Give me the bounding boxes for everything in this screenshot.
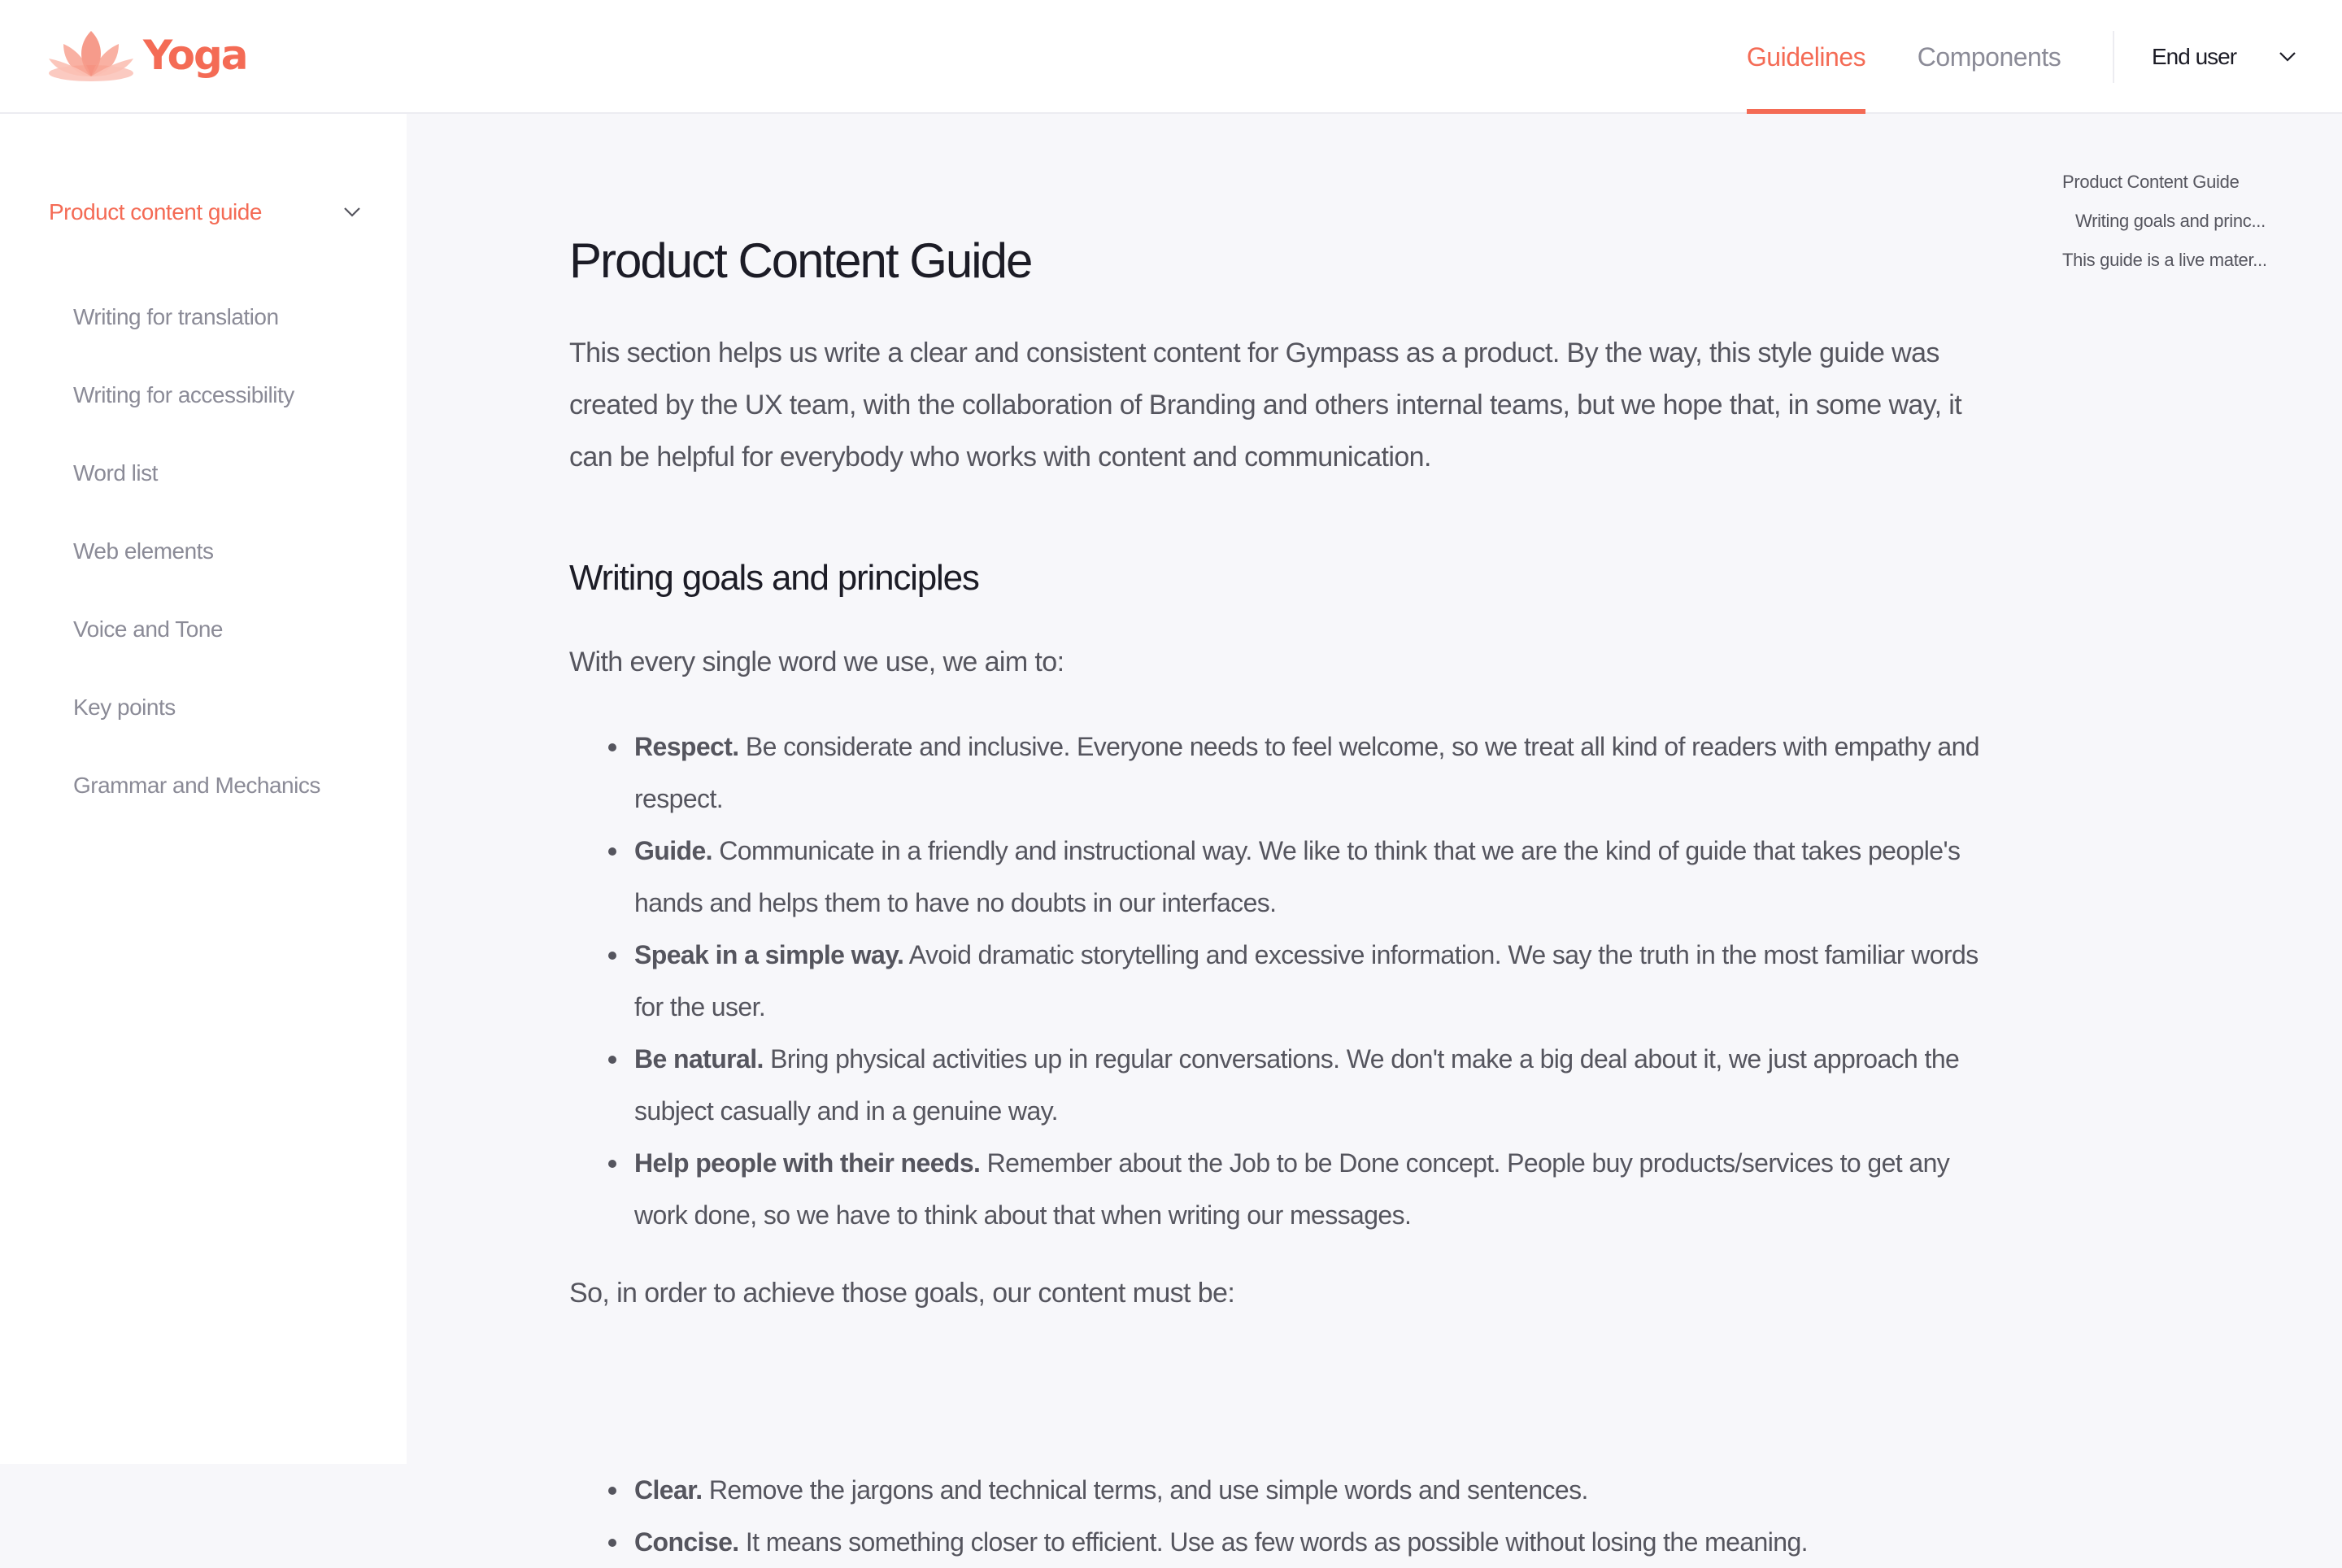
sidebar-item-grammar-and-mechanics[interactable]: Grammar and Mechanics (73, 773, 320, 798)
nav-link-guidelines[interactable]: Guidelines (1746, 41, 1866, 72)
list-item (634, 929, 1984, 1033)
nav-item-components[interactable] (1914, 0, 2064, 114)
sidebar-item-voice-and-tone[interactable]: Voice and Tone (73, 616, 223, 642)
sidebar-section-product-content-guide[interactable] (49, 184, 363, 241)
list-item-term: Clear. (634, 1475, 703, 1505)
list-item (634, 1137, 1984, 1241)
lotus-logo-icon (46, 26, 137, 85)
list-item-text: Remove the jargons and technical terms, and use simple words and sentences. (702, 1475, 1588, 1505)
goals-lead-paragraph: With every single word we use, we aim to: (569, 647, 1064, 677)
chevron-down-icon (2277, 46, 2298, 68)
list-item-term: Help people with their needs. (634, 1148, 981, 1178)
page-title: Product Content Guide (569, 233, 1032, 288)
qualities-list (634, 1464, 1984, 1568)
toc-item-live-material[interactable]: This guide is a live mater... (2062, 250, 2267, 270)
header-divider (2113, 31, 2114, 83)
logo-text: Yoga (143, 32, 247, 79)
sidebar-item-word-list[interactable]: Word list (73, 460, 158, 486)
list-item (634, 1516, 1984, 1568)
qualities-lead-paragraph: So, in order to achieve those goals, our content must be: (569, 1278, 1235, 1309)
logo-link[interactable] (46, 23, 247, 88)
sidebar-item-web-elements[interactable]: Web elements (73, 538, 214, 564)
audience-select[interactable] (2152, 0, 2298, 114)
list-item (634, 825, 1984, 929)
top-bar (0, 0, 2342, 114)
toc-item-writing-goals[interactable]: Writing goals and princ... (2075, 211, 2266, 231)
list-item-text: Be considerate and inclusive. Everyone needs to feel welcome, so we treat all kind of readers with empathy and respect. (634, 732, 1979, 813)
sidebar-section-label: Product content guide (49, 199, 262, 224)
list-item (634, 1033, 1984, 1137)
nav-link-components[interactable]: Components (1917, 41, 2061, 72)
goals-list (634, 721, 1984, 1241)
intro-paragraph: This section helps us write a clear and consistent content for Gympass as a product. By the way, this style guide was created by the UX team, with the collaboration of Branding and others internal teams, but we hope that, in some way, it can be helpful for everybody who works with content and communication. (569, 338, 1962, 473)
nav-item-guidelines[interactable] (1747, 0, 1865, 114)
list-item (634, 721, 1984, 825)
list-item-term: Respect. (634, 732, 739, 761)
chevron-down-icon (342, 202, 363, 223)
list-item-text: Communicate in a friendly and instructional way. We like to think that we are the kind of guide that takes people's hands and helps them to have no doubts in our interfaces. (634, 836, 1961, 917)
list-item-text: It means something closer to efficient. Use as few words as possible without losing the meaning. (738, 1527, 1808, 1557)
sidebar (0, 114, 407, 1464)
list-item-term: Be natural. (634, 1044, 764, 1074)
list-item-text: Avoid dramatic storytelling and excessive information. We say the truth in the most familiar words for the user. (634, 940, 1979, 1021)
audience-select-value: End user (2152, 44, 2237, 69)
list-item-term: Speak in a simple way. (634, 940, 904, 969)
sidebar-item-key-points[interactable]: Key points (73, 695, 176, 720)
sidebar-item-writing-for-translation[interactable]: Writing for translation (73, 304, 279, 329)
sidebar-item-writing-for-accessibility[interactable]: Writing for accessibility (73, 382, 294, 407)
list-item-term: Concise. (634, 1527, 739, 1557)
list-item-term: Guide. (634, 836, 712, 865)
sidebar-items (73, 278, 320, 825)
list-item (634, 1464, 1984, 1516)
list-item-text: Remember about the Job to be Done concept. People buy products/services to get any work done, so we have to think about that when writing our messages. (634, 1148, 1950, 1230)
table-of-contents (2062, 163, 2267, 280)
section-title: Writing goals and principles (569, 558, 979, 598)
toc-item-product-content-guide[interactable]: Product Content Guide (2062, 172, 2240, 192)
nav-active-indicator (1747, 109, 1865, 114)
list-item-text: Bring physical activities up in regular conversations. We don't make a big deal about it, we just approach the subject casually and in a genuine way. (634, 1044, 1960, 1126)
